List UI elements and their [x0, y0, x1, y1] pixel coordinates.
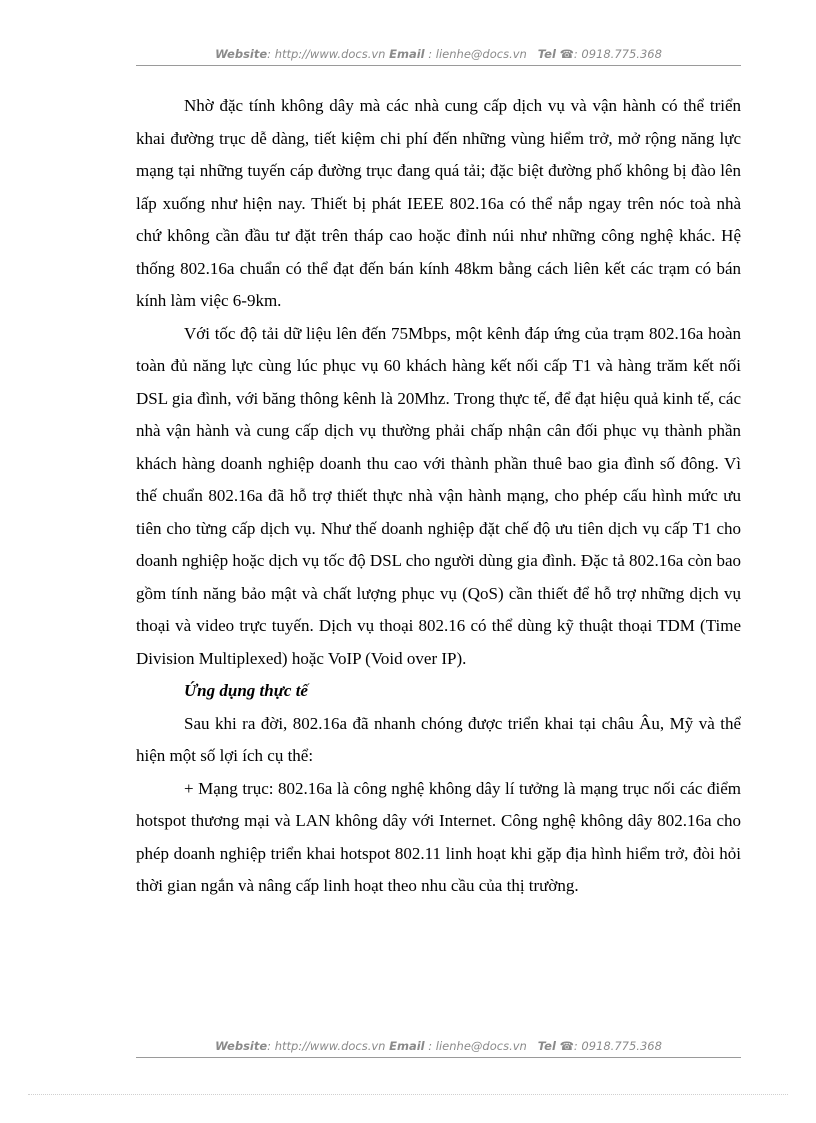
website-url: : http://www.docs.vn	[267, 47, 386, 61]
website-label: Website	[215, 47, 268, 61]
website-label: Website	[215, 1039, 268, 1053]
paragraph: Nhờ đặc tính không dây mà các nhà cung cấp dịch vụ và vận hành có thể triển khai đường trục dễ dàng, tiết kiệm chi phí đến những vùng hiểm trở, mở rộng năng lực mạng tại những tuyến cáp đường trục đang quá tải; đặc biệt đường phố không bị đào lên lấp xuống như hiện nay. Thiết bị phát IEEE 802.16a có thể nắp ngay trên nóc toà nhà chứ không cần đầu tư đặt trên tháp cao hoặc đỉnh núi như những công nghệ khác. Hệ thống 802.16a chuẩn có thể đạt đến bán kính 48km bằng cách liên kết các trạm có bán kính làm việc 6-9km.	[136, 96, 741, 310]
tel-value: : 0918.775.368	[573, 1039, 662, 1053]
email-label: Email	[389, 1039, 425, 1053]
email-label: Email	[389, 47, 425, 61]
footer-rule	[136, 1057, 741, 1058]
phone-icon: ☎	[559, 47, 574, 61]
tel-label: Tel	[537, 1039, 556, 1053]
website-url: : http://www.docs.vn	[267, 1039, 386, 1053]
email-value: : lienhe@docs.vn	[428, 1039, 527, 1053]
tel-label: Tel	[537, 47, 556, 61]
page-header	[136, 47, 741, 61]
document-body	[136, 90, 741, 903]
header-rule	[136, 65, 741, 66]
section-heading: Ứng dụng thực tế	[184, 681, 308, 700]
paragraph: + Mạng trục: 802.16a là công nghệ không dây lí tưởng là mạng trục nối các điểm hotspot thương mại và LAN không dây với Internet. Công nghệ không dây 802.16a cho phép doanh nghiệp triển khai hotspot 802.11 linh hoạt khi gặp địa hình hiểm trở, đòi hỏi thời gian ngắn và nâng cấp linh hoạt theo nhu cầu của thị trường.	[136, 778, 741, 895]
paragraph: Với tốc độ tải dữ liệu lên đến 75Mbps, một kênh đáp ứng của trạm 802.16a hoàn toàn đủ năng lực cùng lúc phục vụ 60 khách hàng kết nối cấp T1 và hàng trăm kết nối DSL gia đình, với băng thông kênh là 20Mhz. Trong thực tế, để đạt hiệu quả kinh tế, các nhà vận hành và cung cấp dịch vụ thường phải chấp nhận cân đối phục vụ thành phần khách hàng doanh nghiệp doanh thu cao với thành phần thuê bao gia đình số đông. Vì thế chuẩn 802.16a đã hỗ trợ thiết thực nhà vận hành mạng, cho phép cấu hình mức ưu tiên cho từng cấp dịch vụ. Như thế doanh nghiệp đặt chế độ ưu tiên dịch vụ cấp T1 cho doanh nghiệp hoặc dịch vụ tốc độ DSL cho người dùng gia đình. Đặc tả 802.16a còn bao gồm tính năng bảo mật và chất lượng phục vụ (QoS) cần thiết để hỗ trợ những dịch vụ thoại và video trực tuyến. Dịch vụ thoại 802.16 có thể dùng kỹ thuật thoại TDM (Time Division Multiplexed) hoặc VoIP (Void over IP).	[136, 323, 741, 668]
email-value: : lienhe@docs.vn	[428, 47, 527, 61]
tel-value: : 0918.775.368	[573, 47, 662, 61]
paragraph: Sau khi ra đời, 802.16a đã nhanh chóng được triển khai tại châu Âu, Mỹ và thể hiện một số lợi ích cụ thể:	[136, 713, 741, 765]
phone-icon: ☎	[559, 1039, 574, 1053]
page-footer	[136, 1039, 741, 1053]
page-edge-divider	[28, 1094, 788, 1095]
